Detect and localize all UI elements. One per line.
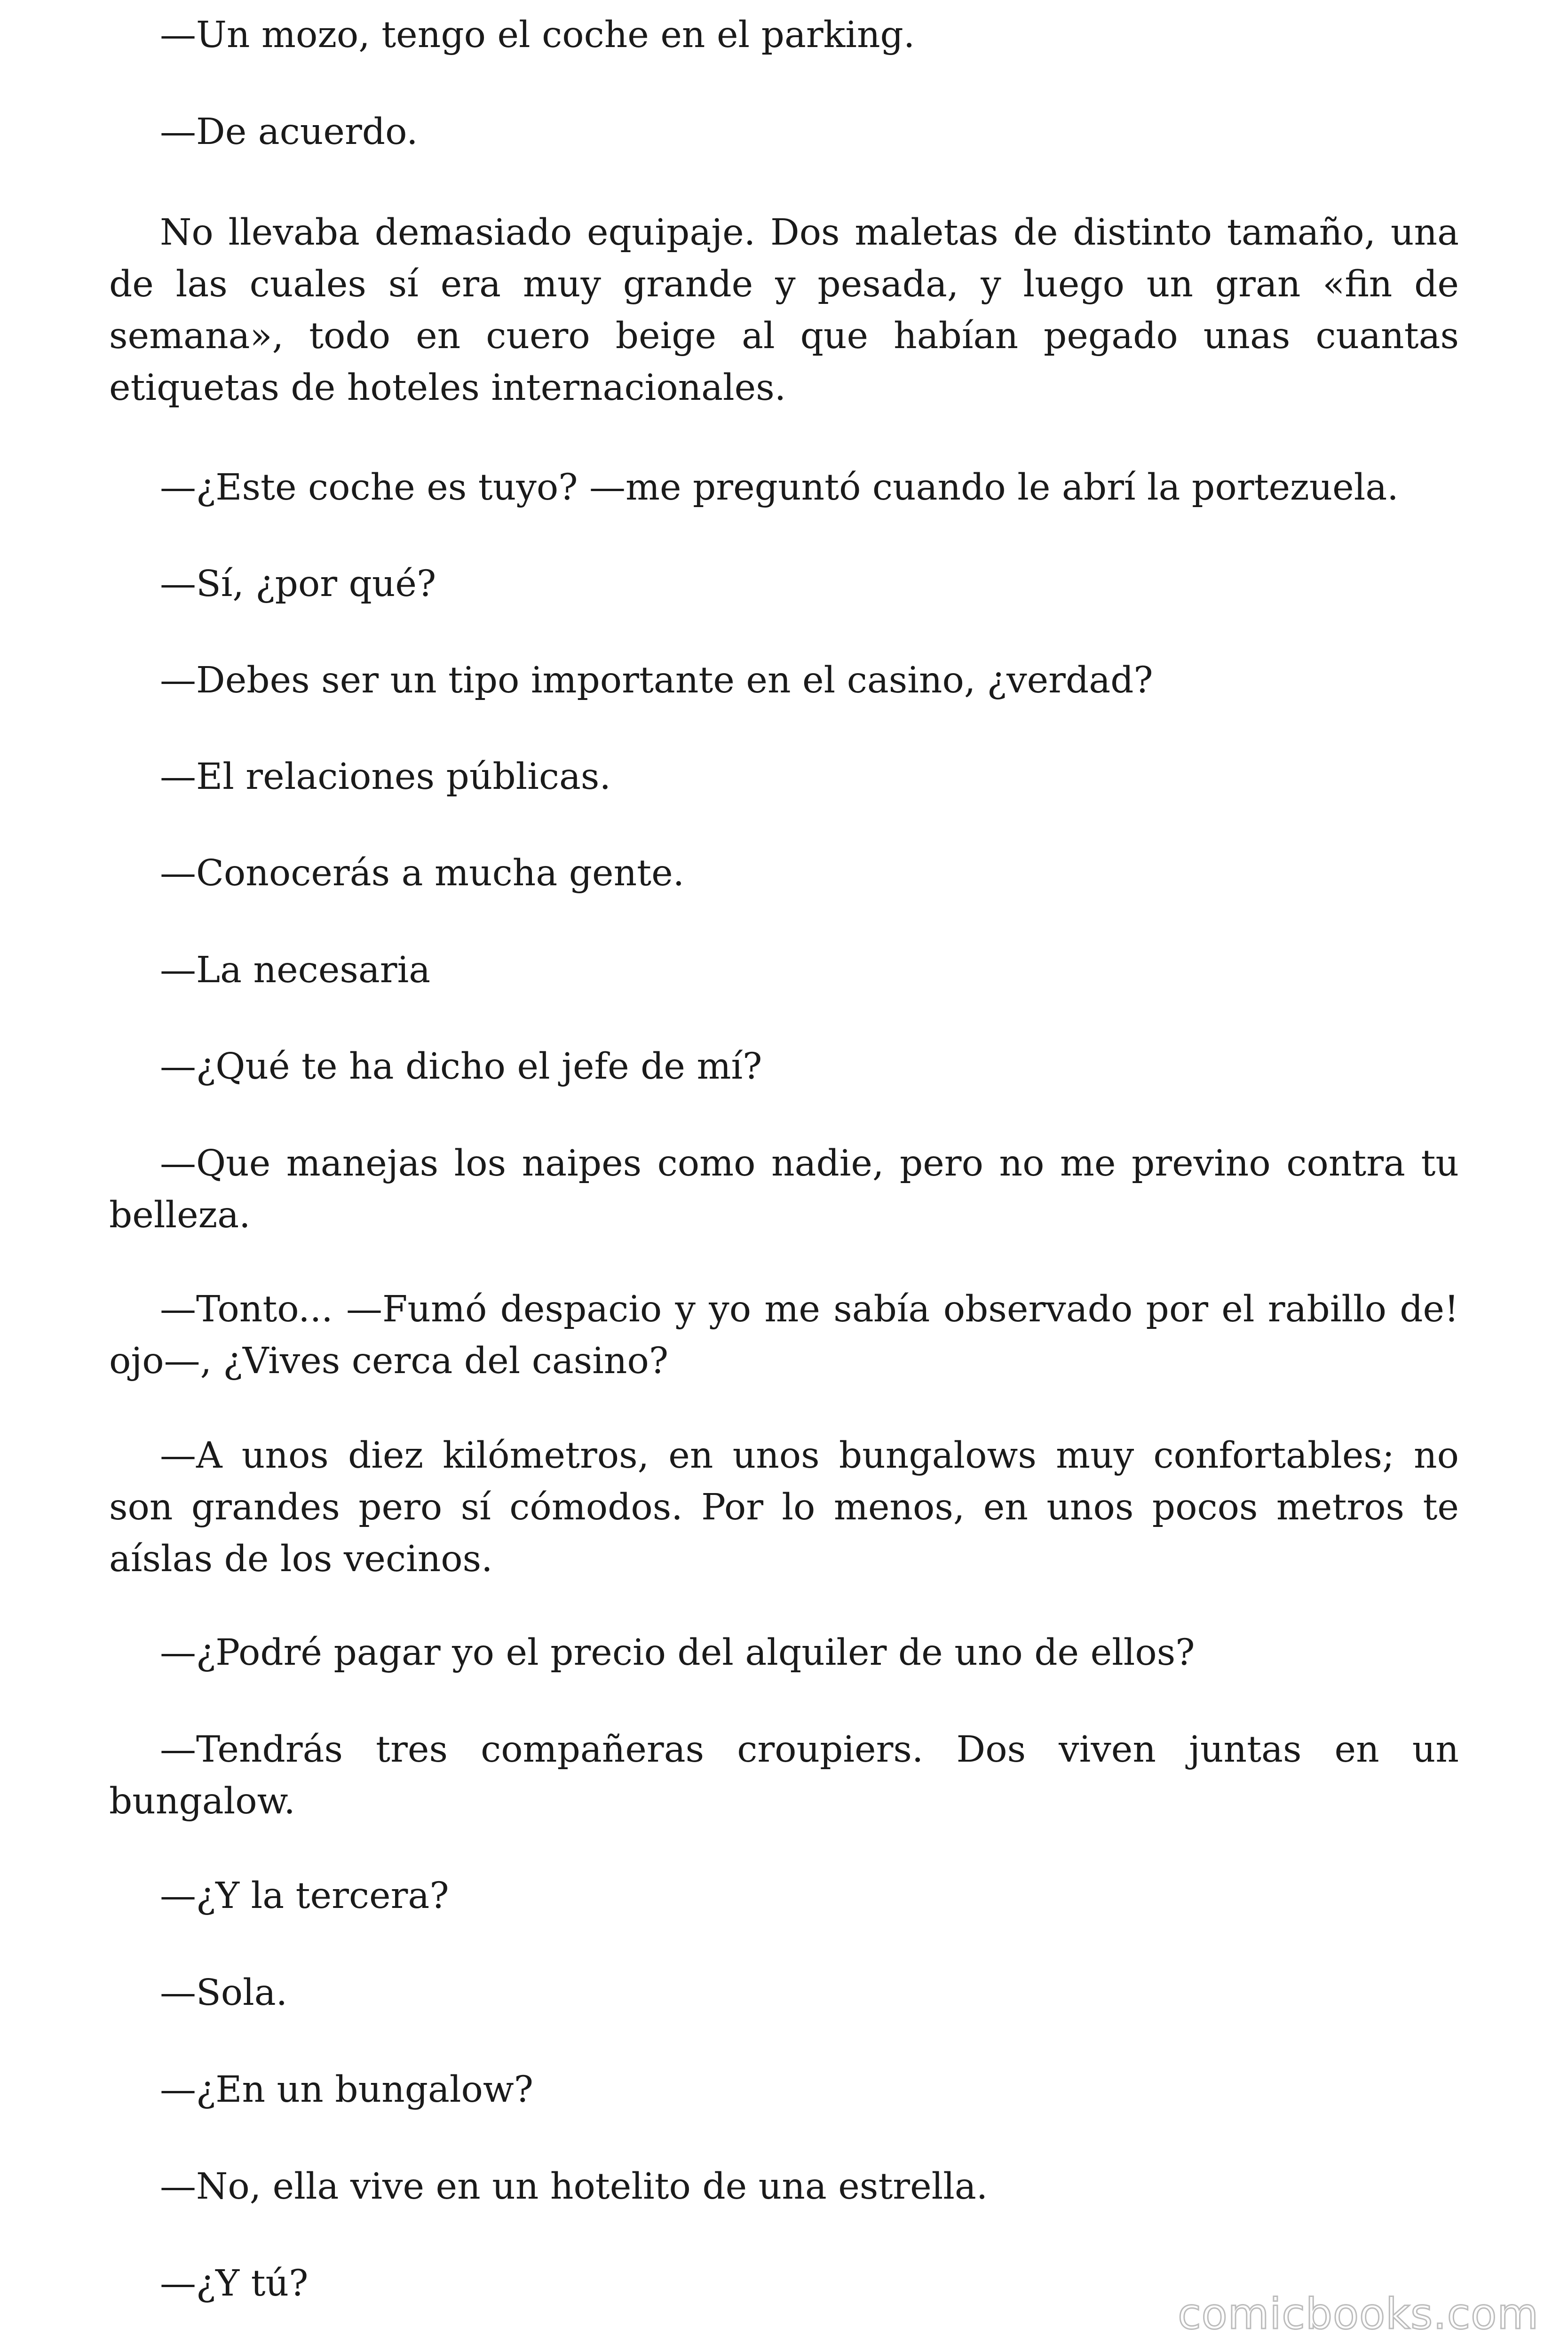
paragraph-7: —El relaciones públicas. [160,756,611,798]
paragraph-1: —Un mozo, tengo el coche en el parking. [160,14,915,56]
paragraph-15: —Tendrás tres compañeras croupiers. Dos viven juntas en un bungalow. [109,1729,1459,1822]
paragraph-8: —Conocerás a mucha gente. [160,852,685,894]
paragraph-10: —¿Qué te ha dicho el jefe de mí? [160,1046,762,1088]
paragraph-18: —¿En un bungalow? [160,2069,534,2111]
paragraph-4: —¿Este coche es tuyo? —me preguntó cuando le abrí la portezuela. [160,467,1399,509]
paragraph-19: —No, ella vive en un hotelito de una estrella. [160,2166,988,2208]
paragraph-17: —Sola. [160,1972,288,2014]
paragraph-9: —La necesaria [160,949,431,991]
paragraph-2: —De acuerdo. [160,111,418,153]
paragraph-13: —A unos diez kilómetros, en unos bungalows muy confortables; no son grandes pero sí cómodos. Por lo menos, en unos pocos metros te aíslas de los vecinos. [109,1435,1459,1580]
paragraph-11: —Que manejas los naipes como nadie, pero no me previno contra tu belleza. [109,1143,1459,1236]
paragraph-20: —¿Y tú? [160,2263,309,2304]
book-page [109,0,1459,2352]
site-watermark: comicbooks.com [1178,2289,1539,2339]
paragraph-14: —¿Podré pagar yo el precio del alquiler de uno de ellos? [160,1632,1195,1674]
paragraph-12: —Tonto... —Fumó despacio y yo me sabía observado por el rabillo de! ojo—, ¿Vives cerca del casino? [109,1288,1459,1382]
paragraph-5: —Sí, ¿por qué? [160,563,436,605]
paragraph-16: —¿Y la tercera? [160,1875,449,1917]
paragraph-6: —Debes ser un tipo importante en el casino, ¿verdad? [160,660,1153,701]
paragraph-3: No llevaba demasiado equipaje. Dos maletas de distinto tamaño, una de las cuales sí era muy grande y pesada, y luego un gran «fin de semana», todo en cuero beige al que habían pegado unas cuantas etiquetas de hoteles internacionales. [109,212,1459,409]
